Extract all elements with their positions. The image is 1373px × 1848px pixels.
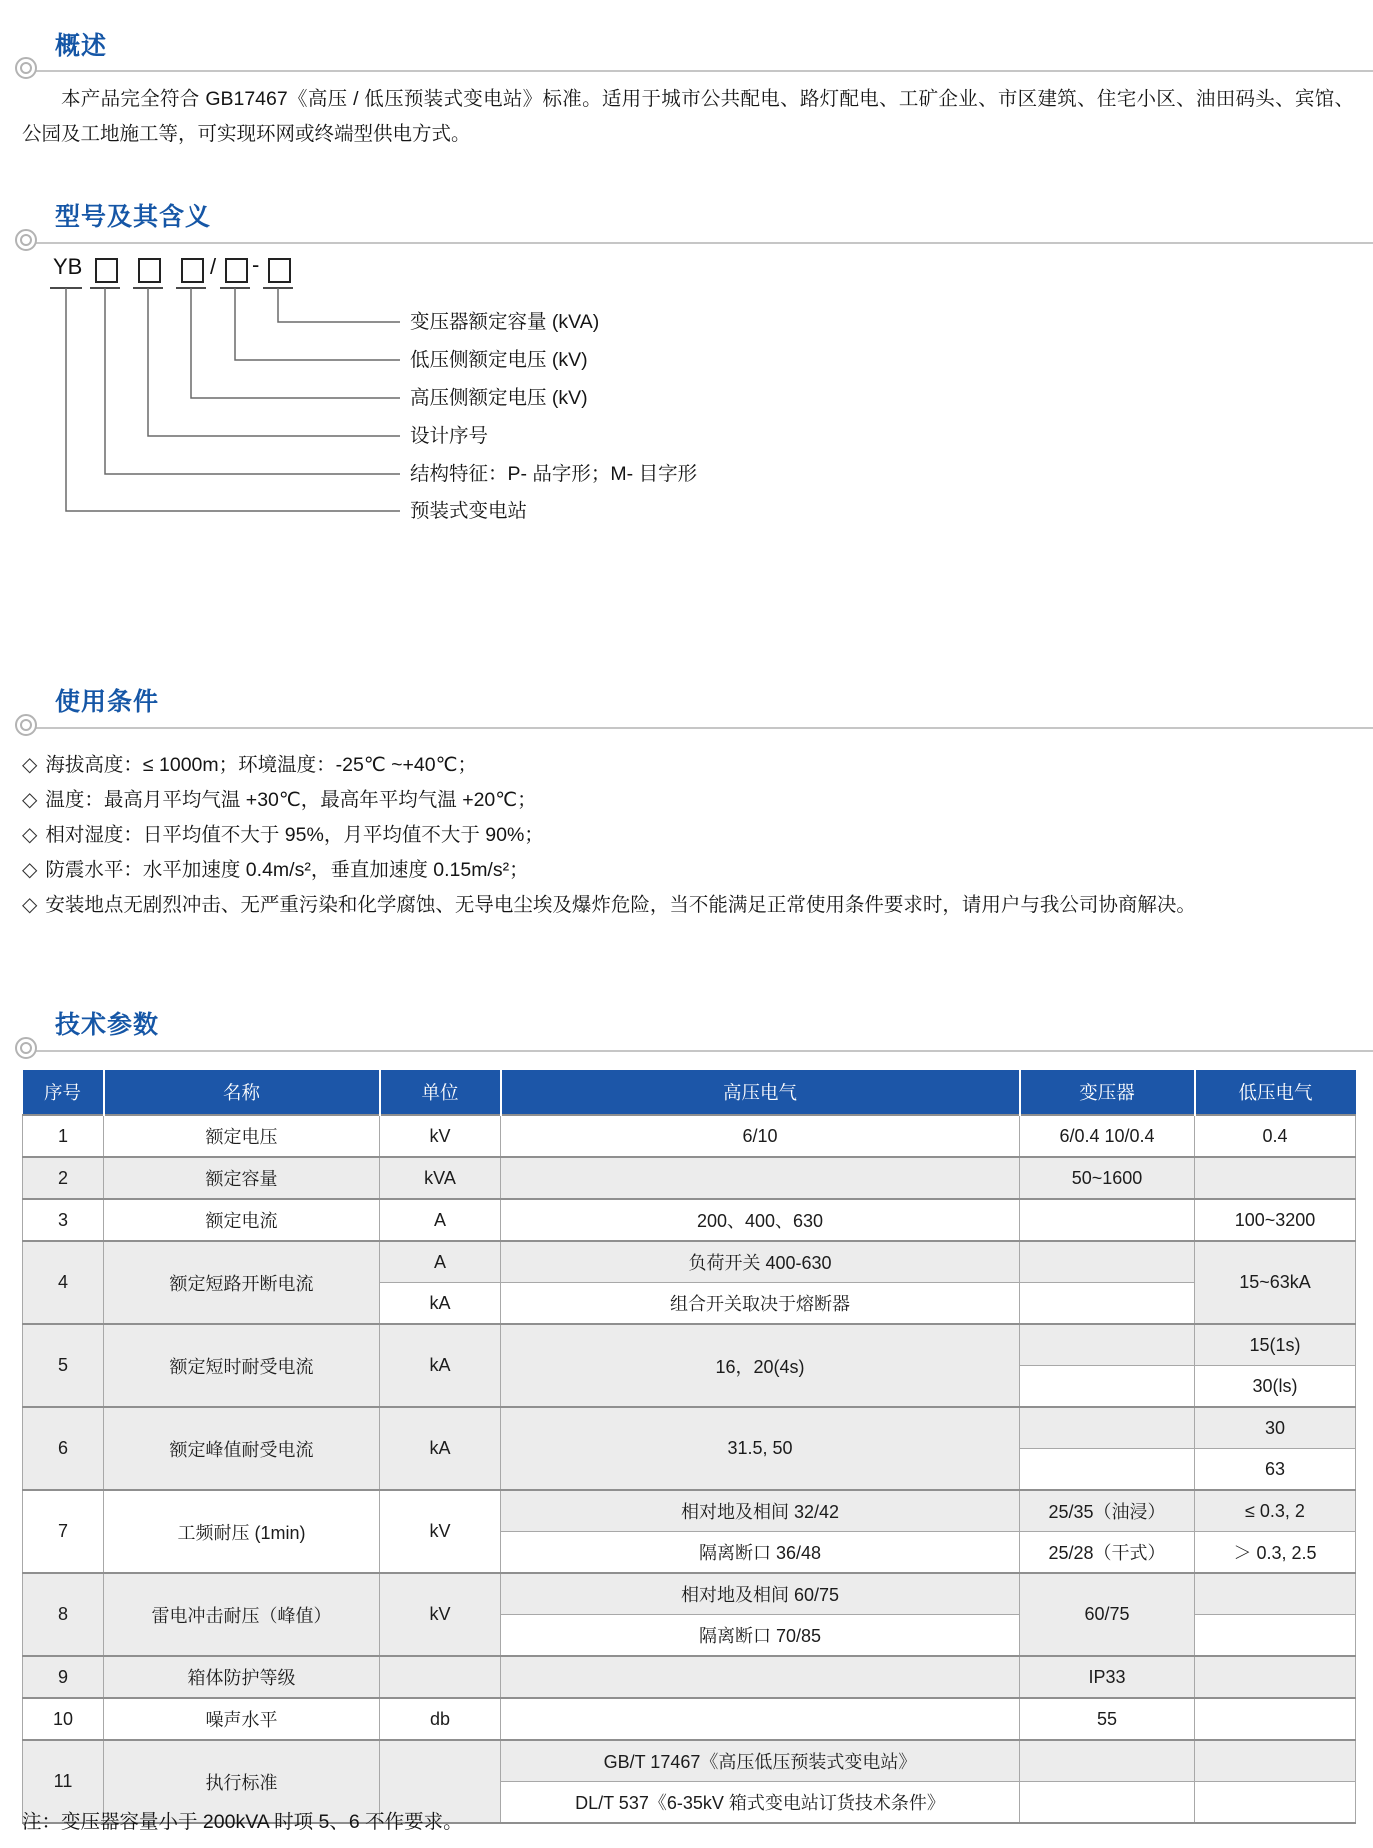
cell-hv: 200、400、630 [501,1199,1020,1241]
condition-text: 防震水平：水平加速度 0.4m/s²，垂直加速度 0.15m/s²； [45,859,529,881]
cell-unit: kV [380,1573,501,1656]
cell-lv [1195,1782,1356,1824]
cell-lv: 15~63kA [1195,1241,1356,1324]
cell-transformer: 55 [1020,1698,1195,1740]
cell-index: 11 [23,1740,104,1823]
cell-transformer [1020,1366,1195,1408]
col-header-transformer: 变压器 [1020,1070,1195,1115]
cell-unit: kV [380,1115,501,1157]
diamond-bullet-icon: ◇ [22,894,38,916]
conditions-list [22,748,1362,923]
model-label: 高压侧额定电压 (kV) [410,387,588,409]
cell-transformer [1020,1407,1195,1449]
cell-transformer [1020,1449,1195,1491]
table-row [23,1115,1356,1157]
table-row [23,1656,1356,1698]
cell-lv [1195,1656,1356,1698]
cell-lv: 15(1s) [1195,1324,1356,1366]
cell-index: 4 [23,1241,104,1324]
col-header-name: 名称 [104,1070,380,1115]
cell-hv: 相对地及相间 32/42 [501,1490,1020,1532]
cell-name: 额定容量 [104,1157,380,1199]
condition-item [22,783,1362,818]
cell-lv [1195,1157,1356,1199]
ring-ornament-icon [15,229,37,251]
cell-lv [1195,1573,1356,1615]
cell-transformer: 6/0.4 10/0.4 [1020,1115,1195,1157]
cell-lv: 100~3200 [1195,1199,1356,1241]
conditions-title: 使用条件 [55,688,160,716]
table-row [23,1157,1356,1199]
cell-hv: 相对地及相间 60/75 [501,1573,1020,1615]
cell-transformer [1020,1241,1195,1283]
model-label: 变压器额定容量 (kVA) [410,311,600,333]
condition-item [22,888,1362,923]
col-header-hv: 高压电气 [501,1070,1020,1115]
cell-index: 9 [23,1656,104,1698]
cell-transformer: 25/35（油浸） [1020,1490,1195,1532]
table-row [23,1199,1356,1241]
parameters-table [22,1070,1356,1824]
col-header-lv: 低压电气 [1195,1070,1356,1115]
model-rule [36,242,1373,244]
cell-lv [1195,1698,1356,1740]
condition-text: 温度：最高月平均气温 +30℃，最高年平均气温 +20℃； [45,789,537,811]
cell-transformer [1020,1283,1195,1325]
cell-unit: kVA [380,1157,501,1199]
model-label: 结构特征：P- 品字形；M- 目字形 [410,463,698,485]
cell-name: 额定电压 [104,1115,380,1157]
cell-hv [501,1157,1020,1199]
cell-index: 8 [23,1573,104,1656]
cell-name: 额定峰值耐受电流 [104,1407,380,1490]
condition-item [22,818,1362,853]
cell-lv: 30 [1195,1407,1356,1449]
cell-hv: 6/10 [501,1115,1020,1157]
cell-index: 7 [23,1490,104,1573]
col-header-unit: 单位 [380,1070,501,1115]
model-title: 型号及其含义 [55,203,212,231]
cell-hv: 31.5, 50 [501,1407,1020,1490]
cell-index: 3 [23,1199,104,1241]
cell-lv: ＞ 0.3, 2.5 [1195,1532,1356,1574]
ring-ornament-icon [15,714,37,736]
cell-transformer: 25/28（干式） [1020,1532,1195,1574]
model-prefix: YB [53,254,83,279]
table-row [23,1407,1356,1449]
diamond-bullet-icon: ◇ [22,789,38,811]
model-label: 设计序号 [410,425,489,447]
cell-unit: kA [380,1407,501,1490]
cell-hv [501,1698,1020,1740]
cell-name: 箱体防护等级 [104,1656,380,1698]
cell-name: 额定短路开断电流 [104,1241,380,1324]
ring-ornament-icon [15,57,37,79]
cell-unit: kV [380,1490,501,1573]
cell-name: 雷电冲击耐压（峰值） [104,1573,380,1656]
cell-lv: 0.4 [1195,1115,1356,1157]
cell-transformer: 50~1600 [1020,1157,1195,1199]
cell-name: 额定短时耐受电流 [104,1324,380,1407]
cell-hv [501,1656,1020,1698]
table-row [23,1324,1356,1366]
table-note: 注：变压器容量小于 200kVA 时项 5、6 不作要求。 [22,1811,463,1833]
cell-hv: 隔离断口 36/48 [501,1532,1020,1574]
cell-name: 噪声水平 [104,1698,380,1740]
cell-unit: db [380,1698,501,1740]
table-row [23,1740,1356,1782]
condition-item [22,748,1362,783]
parameters-rule [36,1050,1373,1052]
cell-unit: A [380,1199,501,1241]
cell-hv: 组合开关取决于熔断器 [501,1283,1020,1325]
parameters-table-wrapper [22,1070,1356,1824]
cell-transformer [1020,1324,1195,1366]
cell-index: 10 [23,1698,104,1740]
condition-text: 相对湿度：日平均值不大于 95%，月平均值不大于 90%； [45,824,544,846]
table-row [23,1241,1356,1283]
parameters-title: 技术参数 [55,1011,160,1039]
conditions-rule [36,727,1373,729]
cell-unit: kA [380,1283,501,1325]
model-label: 预装式变电站 [410,500,528,522]
cell-index: 5 [23,1324,104,1407]
cell-lv [1195,1740,1356,1782]
cell-transformer [1020,1782,1195,1824]
cell-unit [380,1656,501,1698]
diamond-bullet-icon: ◇ [22,824,38,846]
model-slash: / [210,254,217,279]
cell-transformer [1020,1199,1195,1241]
cell-lv: ≤ 0.3, 2 [1195,1490,1356,1532]
cell-hv: 16，20(4s) [501,1324,1020,1407]
cell-hv: DL/T 537《6-35kV 箱式变电站订货技术条件》 [501,1782,1020,1824]
condition-text: 海拔高度：≤ 1000m；环境温度：-25℃ ~+40℃； [45,754,477,776]
cell-hv: 隔离断口 70/85 [501,1615,1020,1657]
diamond-bullet-icon: ◇ [22,754,38,776]
cell-index: 2 [23,1157,104,1199]
cell-hv: 负荷开关 400-630 [501,1241,1020,1283]
cell-name: 工频耐压 (1min) [104,1490,380,1573]
cell-unit: kA [380,1324,501,1407]
cell-hv: GB/T 17467《高压低压预装式变电站》 [501,1740,1020,1782]
cell-transformer: IP33 [1020,1656,1195,1698]
cell-lv: 30(ls) [1195,1366,1356,1408]
cell-unit: A [380,1241,501,1283]
overview-title: 概述 [55,32,108,60]
overview-paragraph: 本产品完全符合 GB17467《高压 / 低压预装式变电站》标准。适用于城市公共配电、路灯配电、工矿企业、市区建筑、住宅小区、油田码头、宾馆、公园及工地施工等，可实现环网或终端型供电方式。 [22,88,1354,145]
table-header-row [23,1070,1356,1115]
model-label: 低压侧额定电压 (kV) [410,349,588,371]
condition-item [22,853,1362,888]
cell-index: 6 [23,1407,104,1490]
table-row [23,1490,1356,1532]
cell-name: 额定电流 [104,1199,380,1241]
cell-index: 1 [23,1115,104,1157]
col-header-index: 序号 [23,1070,104,1115]
cell-name: 执行标准 [104,1740,380,1823]
overview-rule [36,70,1373,72]
diamond-bullet-icon: ◇ [22,859,38,881]
cell-lv [1195,1615,1356,1657]
cell-lv: 63 [1195,1449,1356,1491]
cell-transformer [1020,1740,1195,1782]
model-dash: - [252,252,260,277]
condition-text: 安装地点无剧烈冲击、无严重污染和化学腐蚀、无导电尘埃及爆炸危险，当不能满足正常使用条件要求时，请用户与我公司协商解决。 [45,894,1196,916]
table-row [23,1573,1356,1615]
table-row [23,1698,1356,1740]
cell-transformer: 60/75 [1020,1573,1195,1656]
ring-ornament-icon [15,1037,37,1059]
